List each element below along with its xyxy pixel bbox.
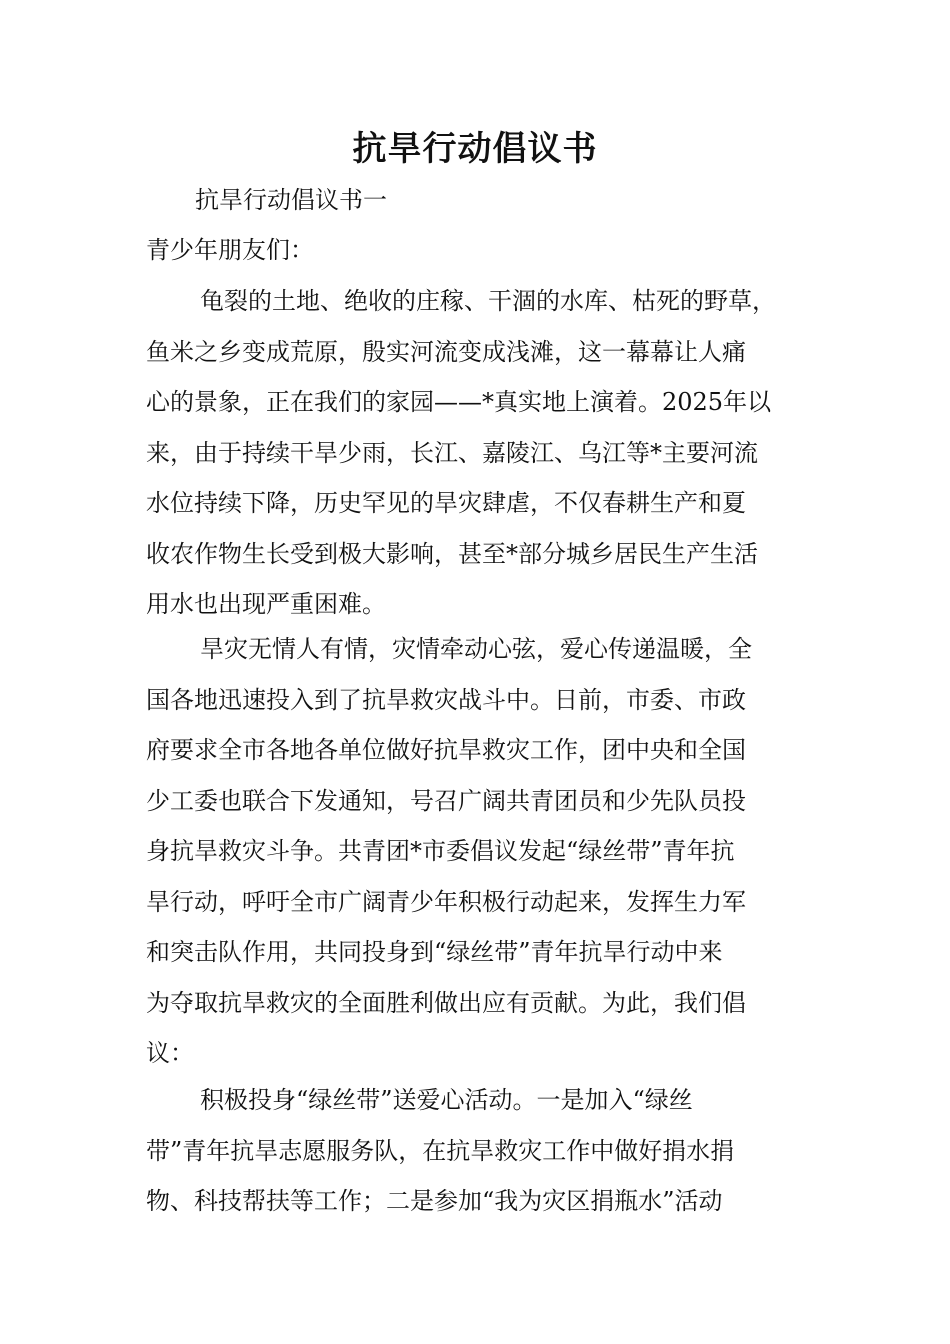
paragraph-line: 旱灾无情人有情，灾情牵动心弦，爱心传递温暖，全 xyxy=(200,635,752,663)
paragraph-line: 收农作物生长受到极大影响，甚至*部分城乡居民生产生活 xyxy=(146,539,758,568)
paragraph-1 xyxy=(146,276,816,630)
paragraph-line: 少工委也联合下发通知，号召广阔共青团员和少先队员投 xyxy=(146,786,746,815)
paragraph-line: 带”青年抗旱志愿服务队，在抗旱救灾工作中做好捐水捐 xyxy=(146,1136,735,1165)
paragraph-line: 和突击队作用，共同投身到“绿丝带”青年抗旱行动中来 xyxy=(146,938,723,966)
paragraph-line: 旱行动，呼吁全市广阔青少年积极行动起来，发挥生力军 xyxy=(146,887,746,916)
salutation: 青少年朋友们： xyxy=(146,236,314,264)
paragraph-line: 议： xyxy=(146,1039,194,1067)
paragraph-line: 积极投身“绿丝带”送爱心活动。一是加入“绿丝 xyxy=(200,1086,693,1114)
paragraph-line: 国各地迅速投入到了抗旱救灾战斗中。日前，市委、市政 xyxy=(146,685,746,714)
paragraph-line: 用水也出现严重困难。 xyxy=(146,590,386,618)
document-subtitle: 抗旱行动倡议书一 xyxy=(195,186,387,214)
paragraph-line: 府要求全市各地各单位做好抗旱救灾工作，团中央和全国 xyxy=(146,736,746,764)
paragraph-3 xyxy=(146,1075,816,1227)
paragraph-line: 身抗旱救灾斗争。共青团*市委倡议发起“绿丝带”青年抗 xyxy=(146,837,735,865)
paragraph-line: 来，由于持续干旱少雨，长江、嘉陵江、乌江等*主要河流 xyxy=(146,438,758,467)
page-title: 抗旱行动倡议书 xyxy=(352,129,598,169)
paragraph-line: 为夺取抗旱救灾的全面胜利做出应有贡献。为此，我们倡 xyxy=(146,988,746,1017)
paragraph-line: 物、科技帮扶等工作；二是参加“我为灾区捐瓶水”活动 xyxy=(146,1187,723,1215)
paragraph-line: 龟裂的土地、绝收的庄稼、干涸的水库、枯死的野草， xyxy=(200,287,776,315)
paragraph-2 xyxy=(146,624,816,1079)
paragraph-line: 鱼米之乡变成荒原，殷实河流变成浅滩，这一幕幕让人痛 xyxy=(146,337,746,366)
paragraph-line: 心的景象，正在我们的家园——*真实地上演着。2025年以 xyxy=(146,388,772,416)
paragraph-line: 水位持续下降，历史罕见的旱灾肆虐，不仅春耕生产和夏 xyxy=(146,489,746,517)
